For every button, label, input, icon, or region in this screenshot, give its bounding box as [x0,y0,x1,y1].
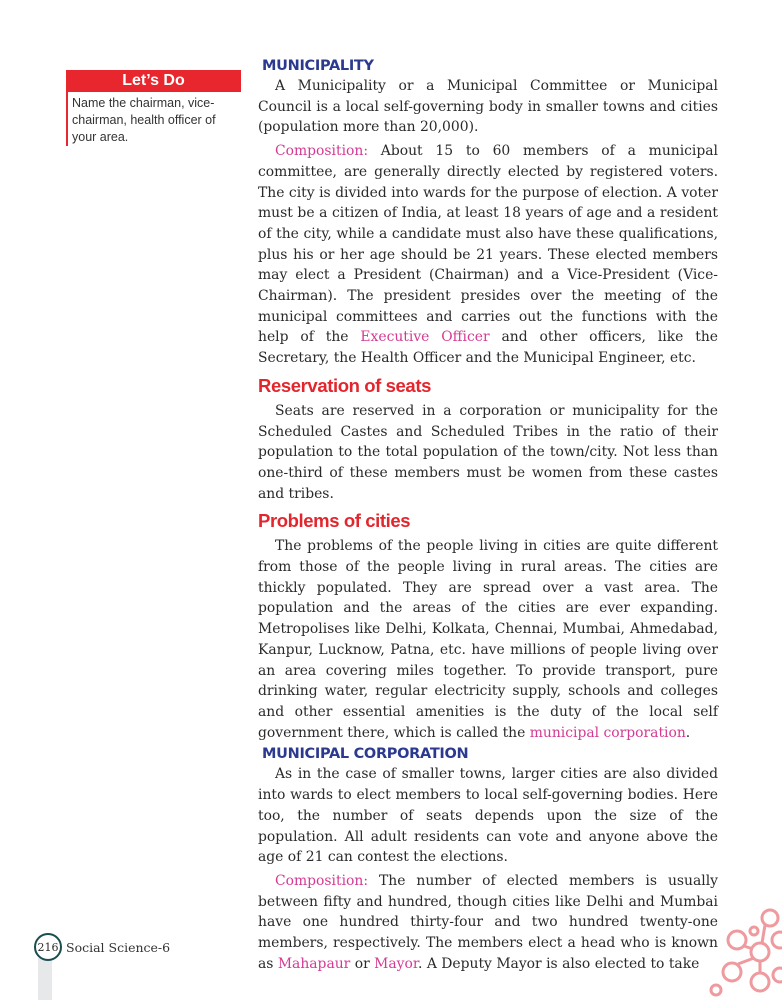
lets-do-title: Let’s Do [66,70,241,92]
term-highlight: Executive Officer [360,329,490,346]
text: or [350,955,375,972]
heading-municipality: MUNICIPALITY [262,58,374,74]
term-highlight: Mayor [374,955,418,972]
main-content [258,58,718,977]
paragraph [258,536,718,743]
page-number: 216 [34,933,62,961]
term-highlight: municipal corporation [529,724,686,741]
text: . A Deputy Mayor is also elected to take [418,955,700,972]
term-label: Composition: [275,872,369,889]
paragraph [258,871,718,975]
text: The number of elected members is usually between fifty and hundred, though cities like Delhi and Mumbai have one hundred thirty-four and two hundred twenty-one members, respectively. The members elect a head who is known as [258,872,718,972]
paragraph: As in the case of smaller towns, larger cities are also divided into wards to elect members to local self-governing bodies. Here too, the number of seats depends upon the size of the population. All adult residents can vote and anyone above the age of 21 can contest the elections. [258,766,718,866]
paragraph: A Municipality or a Municipal Committee or Municipal Council is a local self-governing body in smaller towns and cities (population more than 20,000). [258,78,718,136]
book-title: Social Science-6 [66,939,171,955]
footer [34,933,170,961]
heading-reservation: Reservation of seats [258,374,431,396]
text: About 15 to 60 members of a municipal committee, are generally directly elected by registered voters. The city is divided into wards for the purpose of election. A voter must be a citizen of India, at least 18 years of age and a resident of the city, while a candidate must also have these qualifications, plus his or her age should be 21 years. These elected members may elect a President (Chairman) and a Vice-President (Vice-Chairman). The president presides over the meeting of the municipal committees and carries out the functions with the help of the [258,143,718,346]
decorative-circles-icon [702,905,782,1000]
text: The problems of the people living in cities are quite different from those of the people living in rural areas. The cities are thickly populated. They are spread over a vast area. The population and the areas of the cities are ever expanding. Metropolises like Delhi, Kolkata, Chennai, Mumbai, Ahmedabad, Kanpur, Lucknow, Patna, etc. have millions of people living over an area covering miles together. To provide transport, pure drinking water, regular electricity supply, schools and colleges and other essential amenities is the duty of the local self government there, which is called the [258,538,718,741]
term-highlight: Mahapaur [277,955,351,972]
text: and other officers, like the Secretary, the Health Officer and the Municipal Engineer, etc. [258,329,718,367]
term-label: Composition: [275,143,369,160]
footer-bar [38,958,52,1000]
lets-do-text: Name the chairman, vice-chairman, health officer of your area. [66,92,241,146]
text: . [685,724,691,741]
lets-do-box [66,70,241,146]
heading-corporation: MUNICIPAL CORPORATION [262,746,469,763]
paragraph: Seats are reserved in a corporation or municipality for the Scheduled Castes and Scheduled Tribes in the ratio of their population to the total population of the town/city. Not less than one-third of these members must be women from these castes and tribes. [258,402,718,502]
heading-problems: Problems of cities [258,510,411,532]
paragraph [258,141,718,369]
